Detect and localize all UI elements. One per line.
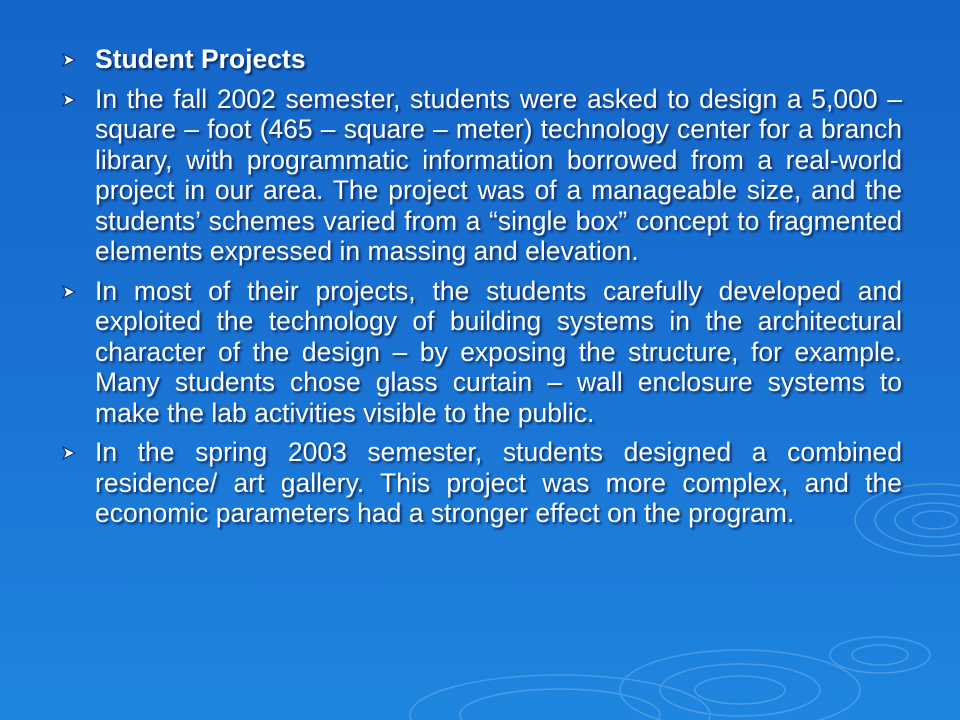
slide-content bbox=[62, 44, 902, 529]
arrow-bullet-icon bbox=[62, 93, 76, 107]
bullet-text-spring-2003: In the spring 2003 semester, students designed a combined residence/ art gallery. This project was more complex, and the economic parameters had a stronger effect on the program. bbox=[95, 437, 902, 528]
arrow-bullet-icon bbox=[62, 53, 76, 67]
arrow-bullet-icon bbox=[62, 285, 76, 299]
bullet-text-most-projects: In most of their projects, the students carefully developed and exploited the technology of building systems in the architectural character of the design – by exposing the structure, for example. Many students chose glass curtain – wall enclosure systems to make the lab activities visible to the public. bbox=[95, 275, 902, 428]
bullet-item bbox=[62, 437, 902, 529]
bullet-item bbox=[62, 276, 902, 429]
bullet-text-fall-2002: In the fall 2002 semester, students were asked to design a 5,000 – square – foot (465 – square – meter) technology center for a branch library, with programmatic information borrowed from a real-world project in our area. The project was of a manageable size, and the students’ schemes varied from a “single box” concept to fragmented elements expressed in massing and elevation. bbox=[95, 83, 902, 266]
bullet-item bbox=[62, 84, 902, 267]
bullet-item bbox=[62, 44, 902, 75]
bullet-text-student-projects: Student Projects bbox=[95, 44, 306, 74]
arrow-bullet-icon bbox=[62, 446, 76, 460]
